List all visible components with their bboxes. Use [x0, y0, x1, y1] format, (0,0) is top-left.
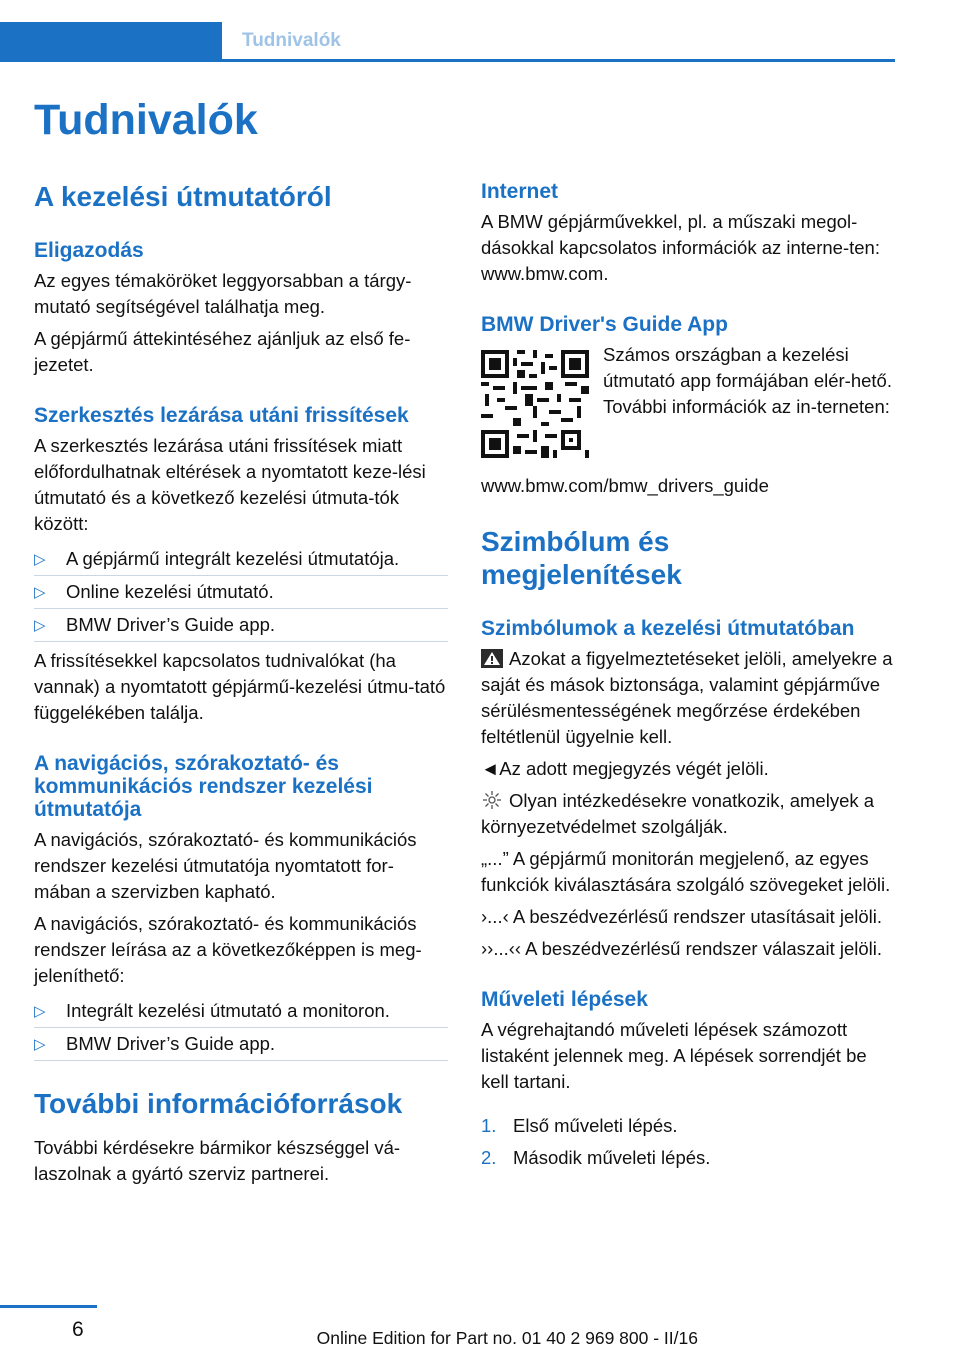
navigation-paragraph-1: A navigációs, szórakoztató- és kommunikációs rendszer kezelési útmutatója nyomtatott for-mában a szervizben kapható.: [34, 829, 417, 902]
symbol-voice-command-text: ›...‹ A beszédvezérlésű rendszer utasításait jelöli.: [481, 906, 883, 927]
navigation-list: [34, 995, 448, 1061]
left-column: [34, 180, 448, 1187]
section-title-about-manual: A kezelési útmutatóról: [34, 181, 332, 212]
orientation-paragraph-1: Az egyes témaköröket leggyorsabban a tárgy-mutató segítségével találhatja meg.: [34, 270, 412, 317]
list-item: ▷ BMW Driver’s Guide app.: [34, 609, 448, 642]
list-item: ▷ Online kezelési útmutató.: [34, 576, 448, 609]
list-item: ▷ BMW Driver’s Guide app.: [34, 1028, 448, 1061]
heading-internet: Internet: [481, 180, 559, 203]
section-title-symbols: Szimbólum és megjelenítések: [481, 526, 682, 590]
updates-paragraph-2: A frissítésekkel kapcsolatos tudnivalókat (ha vannak) a nyomtatott gépjármű-kezelési útmu-tató függelékében találja.: [34, 650, 446, 723]
qr-code-icon: [481, 350, 589, 458]
page-number: 6: [72, 1318, 84, 1341]
list-item: 1. Első műveleti lépés.: [481, 1110, 895, 1142]
heading-orientation: Eligazodás: [34, 239, 144, 262]
heading-steps: Műveleti lépések: [481, 988, 648, 1011]
steps-list: [481, 1110, 895, 1174]
triangle-bullet-icon: ▷: [34, 1003, 46, 1020]
list-item: 2. Második műveleti lépés.: [481, 1142, 895, 1174]
triangle-bullet-icon: ▷: [34, 617, 46, 634]
footer-rule: [0, 1305, 97, 1308]
symbol-environment-text: Olyan intézkedésekre vonatkozik, amelyek a környezetvédelmet szolgálják.: [481, 790, 875, 837]
step-number: 2.: [481, 1147, 497, 1168]
internet-paragraph: A BMW gépjárművekkel, pl. a műszaki megol-dásokkal kapcsolatos információk az interne-ten: www.bmw.com.: [481, 211, 880, 284]
orientation-paragraph-2: A gépjármű áttekintéséhez ajánljuk az első fe-jezetet.: [34, 328, 411, 375]
navigation-paragraph-2: A navigációs, szórakoztató- és kommunikációs rendszer leírása az a következőképpen is meg-jeleníthető:: [34, 913, 422, 986]
header-bar-accent: [0, 22, 222, 62]
updates-list: [34, 543, 448, 642]
header-rule: [222, 59, 895, 62]
environment-icon: [481, 790, 503, 810]
list-item: ▷ Integrált kezelési útmutató a monitoron.: [34, 995, 448, 1028]
right-column: [481, 180, 895, 1174]
page-title: Tudnivalók: [34, 96, 258, 144]
heading-symbols-in-manual: Szimbólumok a kezelési útmutatóban: [481, 617, 855, 640]
heading-updates: Szerkesztés lezárása utáni frissítések: [34, 404, 409, 427]
step-number: 1.: [481, 1115, 497, 1136]
symbol-voice-response-text: ››...‹‹ A beszédvezérlésű rendszer válaszait jelöli.: [481, 938, 883, 959]
list-item: ▷ A gépjármű integrált kezelési útmutatója.: [34, 543, 448, 576]
symbol-warning-text: Azokat a figyelmeztetéseket jelöli, amelyekre a saját és mások biztonsága, valamint gépjárműve sérülésmentességének megőrzése érdekében feltétlenül ügyelnie kell.: [481, 648, 893, 747]
updates-paragraph-1: A szerkesztés lezárása utáni frissítések miatt előfordulhatnak eltérések a nyomtatott keze-lési útmutató és a következő kezelési útmuta-tók között:: [34, 435, 426, 534]
more-sources-paragraph: További kérdésekre bármikor készséggel vá-laszolnak a gyártó szerviz partnerei.: [34, 1137, 401, 1184]
footer-edition: Online Edition for Part no. 01 40 2 969 800 - II/16: [316, 1328, 698, 1348]
running-header: Tudnivalók: [242, 30, 341, 51]
symbol-end-note-text: ◄Az adott megjegyzés végét jelöli.: [481, 758, 769, 779]
section-title-more-sources: További információforrások: [34, 1088, 403, 1119]
triangle-bullet-icon: ▷: [34, 584, 46, 601]
heading-drivers-guide-app: BMW Driver's Guide App: [481, 313, 728, 336]
app-paragraph: Számos országban a kezelési útmutató app formájában elér-hető. További információk az in-terneten:: [603, 344, 892, 417]
symbol-quote-text: „...” A gépjármű monitorán megjelenő, az egyes funkciók kiválasztására szolgáló szövegeket jelöli.: [481, 848, 891, 895]
heading-navigation-manual: A navigációs, szórakoztató- és kommunikációs rendszer kezelési útmutatója: [34, 752, 373, 821]
steps-paragraph: A végrehajtandó műveleti lépések számozott listaként jelennek meg. A lépések sorrendjét be kell tartani.: [481, 1019, 867, 1092]
warning-icon: [481, 649, 503, 668]
triangle-bullet-icon: ▷: [34, 1036, 46, 1053]
app-block: [481, 342, 895, 458]
app-url: www.bmw.com/bmw_drivers_guide: [481, 475, 769, 496]
triangle-bullet-icon: ▷: [34, 551, 46, 568]
